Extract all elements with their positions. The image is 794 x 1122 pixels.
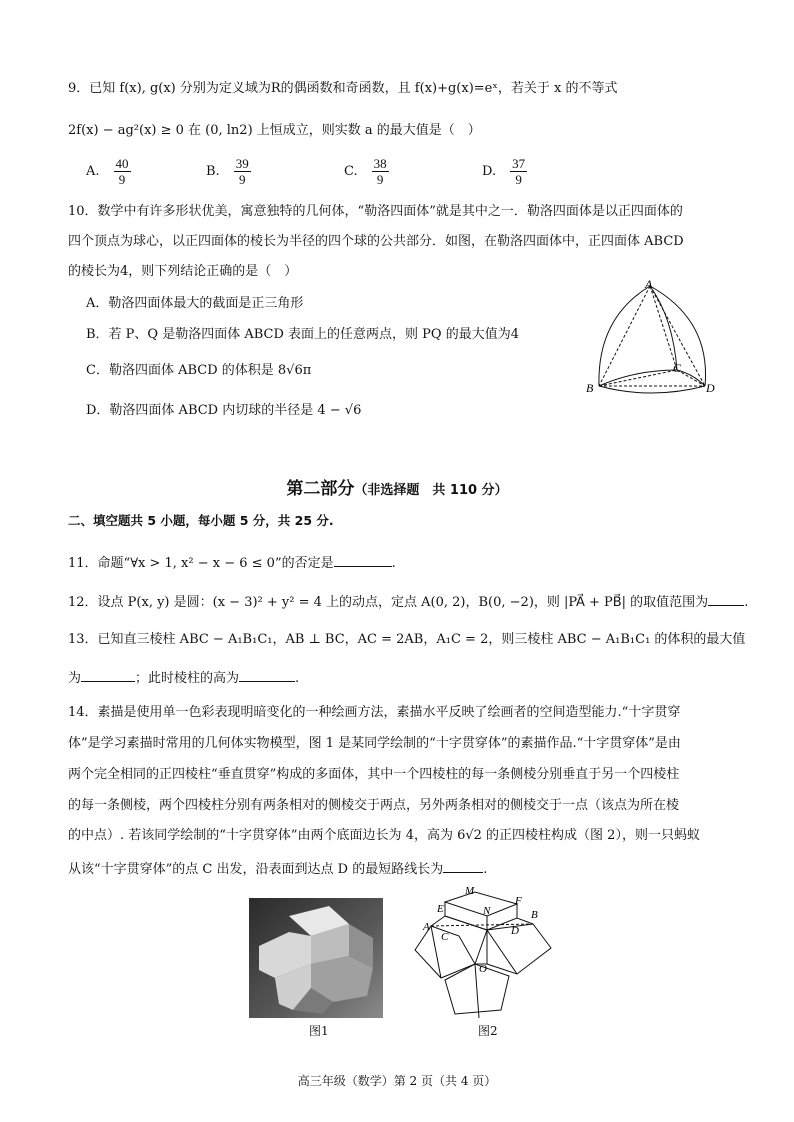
fig2-label-e: E (437, 903, 444, 915)
q13-answer-blank-2[interactable] (239, 667, 295, 682)
reuleaux-tetrahedron-figure (585, 278, 725, 400)
q12-answer-blank[interactable] (708, 591, 744, 606)
q10-option-c: C．勒洛四面体 ABCD 的体积是 8√6π (86, 363, 312, 378)
figure1-caption: 图1 (309, 1024, 329, 1038)
q9-line1: 9．已知 f(x), g(x) 分别为定义域为R的偶函数和奇函数，且 f(x)+g(x)=eˣ，若关于 x 的不等式 (68, 81, 618, 96)
q14-line4: 的每一条侧棱，两个四棱柱分别有两条相对的侧棱交于两点，另外两条相对的侧棱交于一点（该点为所在棱 (68, 798, 680, 813)
q13-line1: 13．已知直三棱柱 ABC − A₁B₁C₁，AB ⊥ BC，AC = 2AB，A₁C = 2，则三棱柱 ABC − A₁B₁C₁ 的体积的最大值 (68, 632, 746, 647)
q13-line2: 为 ；此时棱柱的高为 . (68, 667, 299, 688)
q14-line5: 的中点）. 若该同学绘制的“十字贯穿体”由两个底面边长为 4，高为 6√2 的正四棱柱构成（图 2），则一只蚂蚁 (68, 828, 700, 843)
q11-answer-blank[interactable] (334, 552, 392, 567)
q10-option-a: A．勒洛四面体最大的截面是正三角形 (86, 296, 304, 311)
fig2-label-m: M (465, 885, 475, 897)
q10-option-d: D．勒洛四面体 ABCD 内切球的半径是 4 − √6 (86, 403, 362, 418)
q14-line2: 体”是学习素描时常用的几何体实物模型，图 1 是某同学绘制的“十字贯穿体”的素描作品.“十字贯穿体”是由 (68, 736, 681, 751)
fig2-label-o: O (479, 963, 487, 975)
section2-heading: 二、填空题共 5 小题，每小题 5 分，共 25 分. (68, 513, 334, 528)
fig2-label-b: B (531, 909, 538, 921)
figure2-caption: 图2 (478, 1024, 498, 1038)
fig2-label-d: D (511, 925, 519, 937)
q11-line: 11．命题“∀x > 1, x² − x − 6 ≤ 0”的否定是 . (68, 552, 396, 573)
q9-line2: 2f(x) − ag²(x) ≥ 0 在 (0, ln2) 上恒成立，则实数 a 的最大值是（ ） (68, 123, 481, 138)
q10-line2: 四个顶点为球心，以正四面体的棱长为半径的四个球的公共部分．如图，在勒洛四面体中，正四面体 ABCD (68, 234, 684, 249)
part2-title: 第二部分（非选择题 共 110 分） (286, 479, 508, 499)
q14-line6: 从该“十字贯穿体”的点 C 出发，沿表面到达点 D 的最短路线长为 . (68, 858, 487, 879)
page-footer: 高三年级（数学）第 2 页（共 4 页） (297, 1074, 497, 1088)
fig2-label-c: C (441, 931, 449, 943)
q10-line3: 的棱长为4，则下列结论正确的是（ ） (68, 264, 298, 279)
q9-option-a: A. $\frac{40}{9}$ (86, 156, 129, 187)
vertex-label-a: A (645, 278, 653, 291)
q9-option-c: C. $\frac{38}{9}$ (344, 156, 387, 187)
fig2-label-f: F (515, 895, 522, 907)
vertex-label-d: D (706, 381, 715, 395)
q10-option-b: B．若 P、Q 是勒洛四面体 ABCD 表面上的任意两点，则 PQ 的最大值为4 (86, 327, 519, 342)
fig2-label-a: A (423, 921, 430, 933)
q10-line1: 10．数学中有许多形状优美，寓意独特的几何体，“勒洛四面体”就是其中之一．勒洛四面体是以正四面体的 (68, 204, 683, 219)
figure2-diagram (405, 882, 565, 1020)
q12-line: 12．设点 P(x, y) 是圆：(x − 3)² + y² = 4 上的动点，定点 A(0, 2)，B(0, −2)，则 |PA⃗ + PB⃗| 的取值范围为 . (68, 591, 748, 612)
q14-line3: 两个完全相同的正四棱柱“垂直贯穿”构成的多面体，其中一个四棱柱的每一条侧棱分别垂直于另一个四棱柱 (68, 767, 680, 782)
q14-answer-blank[interactable] (443, 858, 483, 873)
fig2-label-n: N (483, 905, 491, 917)
vertex-label-b: B (586, 381, 594, 395)
q9-option-b: B. $\frac{39}{9}$ (206, 156, 249, 187)
q13-answer-blank-1[interactable] (81, 667, 135, 682)
q14-line1: 14．素描是使用单一色彩表现明暗变化的一种绘画方法，素描水平反映了绘画者的空间造型能力.“十字贯穿 (68, 705, 681, 720)
vertex-label-c: C (673, 361, 682, 375)
figure1-sketch (249, 898, 383, 1018)
q9-option-d: D. $\frac{37}{9}$ (482, 156, 526, 187)
